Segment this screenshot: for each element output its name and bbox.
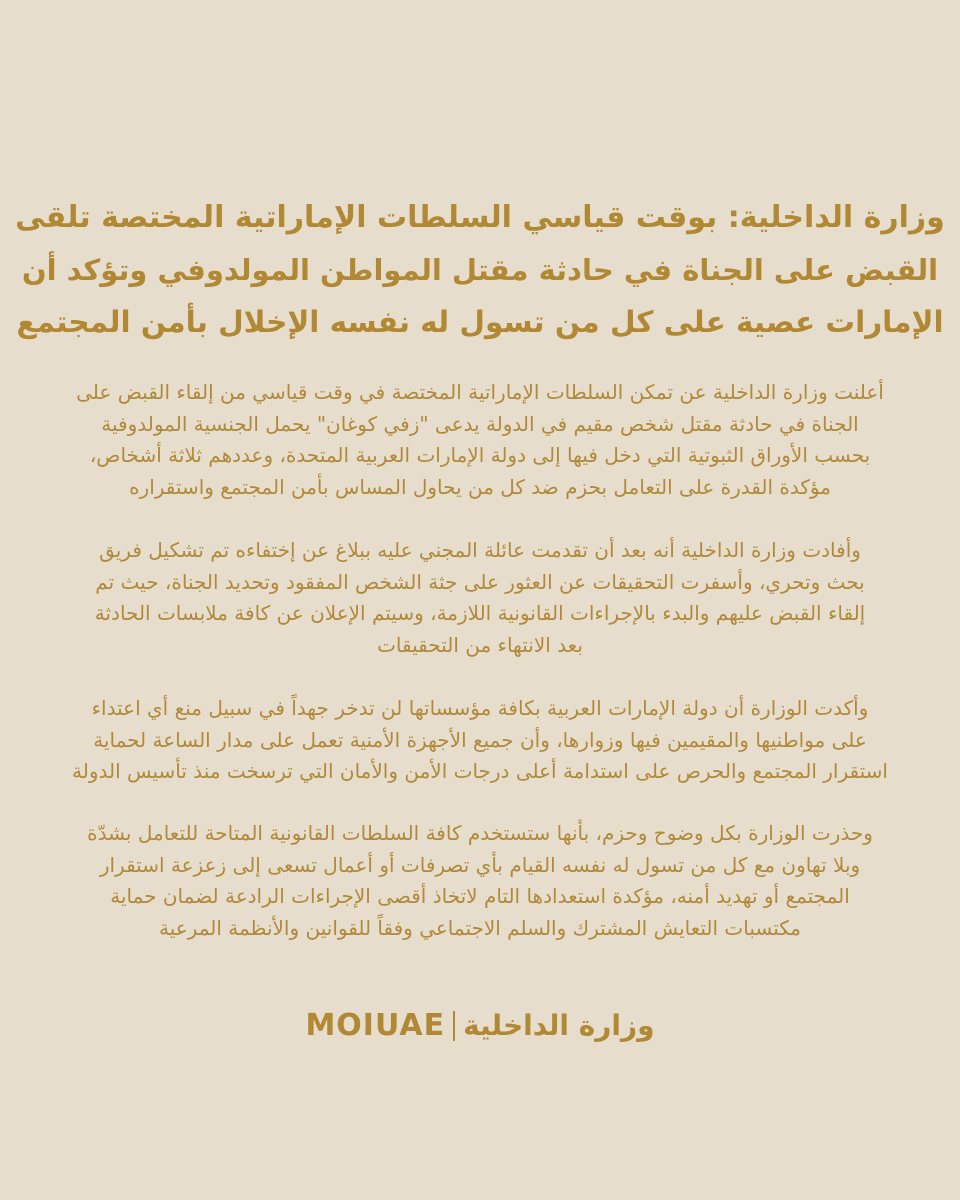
paragraph-1-line-4: مؤكدة القدرة على التعامل بحزم ضد كل من يحاول المساس بأمن المجتمع واستقراره [129, 474, 831, 499]
paragraph-3-line-1: وأكدت الوزارة أن دولة الإمارات العربية بكافة مؤسساتها لن تدخر جهداً في سبيل منع أي اعتداء [91, 696, 869, 720]
paragraph-2-line-1: وأفادت وزارة الداخلية أنه بعد أن تقدمت عائلة المجني عليه ببلاغ عن إختفاءه تم تشكيل فريق [99, 538, 861, 562]
headline-line-2: القبض على الجناة في حادثة مقتل المواطن المولدوفي وتؤكد أن [21, 253, 939, 287]
paragraph-4 [0, 818, 960, 944]
headline-line-1: وزارة الداخلية: بوقت قياسي السلطات الإماراتية المختصة تلقى [15, 200, 945, 235]
paragraph-2-line-3: إلقاء القبض عليهم والبدء بالإجراءات القانونية اللازمة، وسيتم الإعلان عن كافة ملابسات الحادثة [94, 601, 866, 625]
paragraph-4-line-1: وحذرت الوزارة بكل وضوح وحزم، بأنها ستستخدم كافة السلطات القانونية المتاحة للتعامل بشدّة [87, 821, 873, 845]
signature-divider [453, 1011, 455, 1041]
paragraph-2-line-4: بعد الانتهاء من التحقيقات [377, 632, 583, 657]
paragraph-1-line-1: أعلنت وزارة الداخلية عن تمكن السلطات الإماراتية المختصة في وقت قياسي من إلقاء القبض على [76, 380, 884, 404]
paragraph-3-line-3: استقرار المجتمع والحرص على استدامة أعلى درجات الأمن والأمان التي ترسخت منذ تأسيس الدولة [72, 759, 888, 783]
paragraph-4-line-4: مكتسبات التعايش المشترك والسلم الاجتماعي وفقاً للقوانين والأنظمة المرعية [158, 915, 802, 940]
paragraph-2-line-2: بحث وتحري، وأسفرت التحقيقات عن العثور على جثة الشخص المفقود وتحديد الجناة، حيث تم [95, 569, 865, 594]
paragraph-3-line-2: على مواطنيها والمقيمين فيها وزوارها، وأن جميع الأجهزة الأمنية تعمل على مدار الساعة لحماية [93, 727, 867, 752]
paragraph-4-line-3: المجتمع أو تهديد أمنه، مؤكدة استعدادها التام لاتخاذ أقصى الإجراءات الرادعة لضمان حماية [110, 884, 850, 908]
headline-line-3: الإمارات عصية على كل من تسول له نفسه الإخلال بأمن المجتمع [16, 305, 944, 339]
paragraph-2 [0, 535, 960, 661]
paragraph-1-line-2: الجناة في حادثة مقتل شخص مقيم في الدولة يدعى "زفي كوغان" يحمل الجنسية المولدوفية [101, 411, 859, 436]
paragraph-1-line-3: بحسب الأوراق الثبوتية التي دخل فيها إلى دولة الإمارات العربية المتحدة، وعددهم ثلاثة أشخاص، [89, 443, 871, 467]
ministry-signature [0, 1008, 960, 1043]
paragraph-4-line-2: وبلا تهاون مع كل من تسول له نفسه القيام بأي تصرفات أو أعمال تسعى إلى زعزعة استقرار [99, 852, 861, 877]
paragraph-1 [0, 377, 960, 503]
ministry-name: وزارة الداخلية [463, 1009, 655, 1042]
moiuae-handle: MOIUAE [305, 1008, 446, 1043]
headline [0, 192, 960, 348]
paragraph-3 [0, 693, 960, 788]
